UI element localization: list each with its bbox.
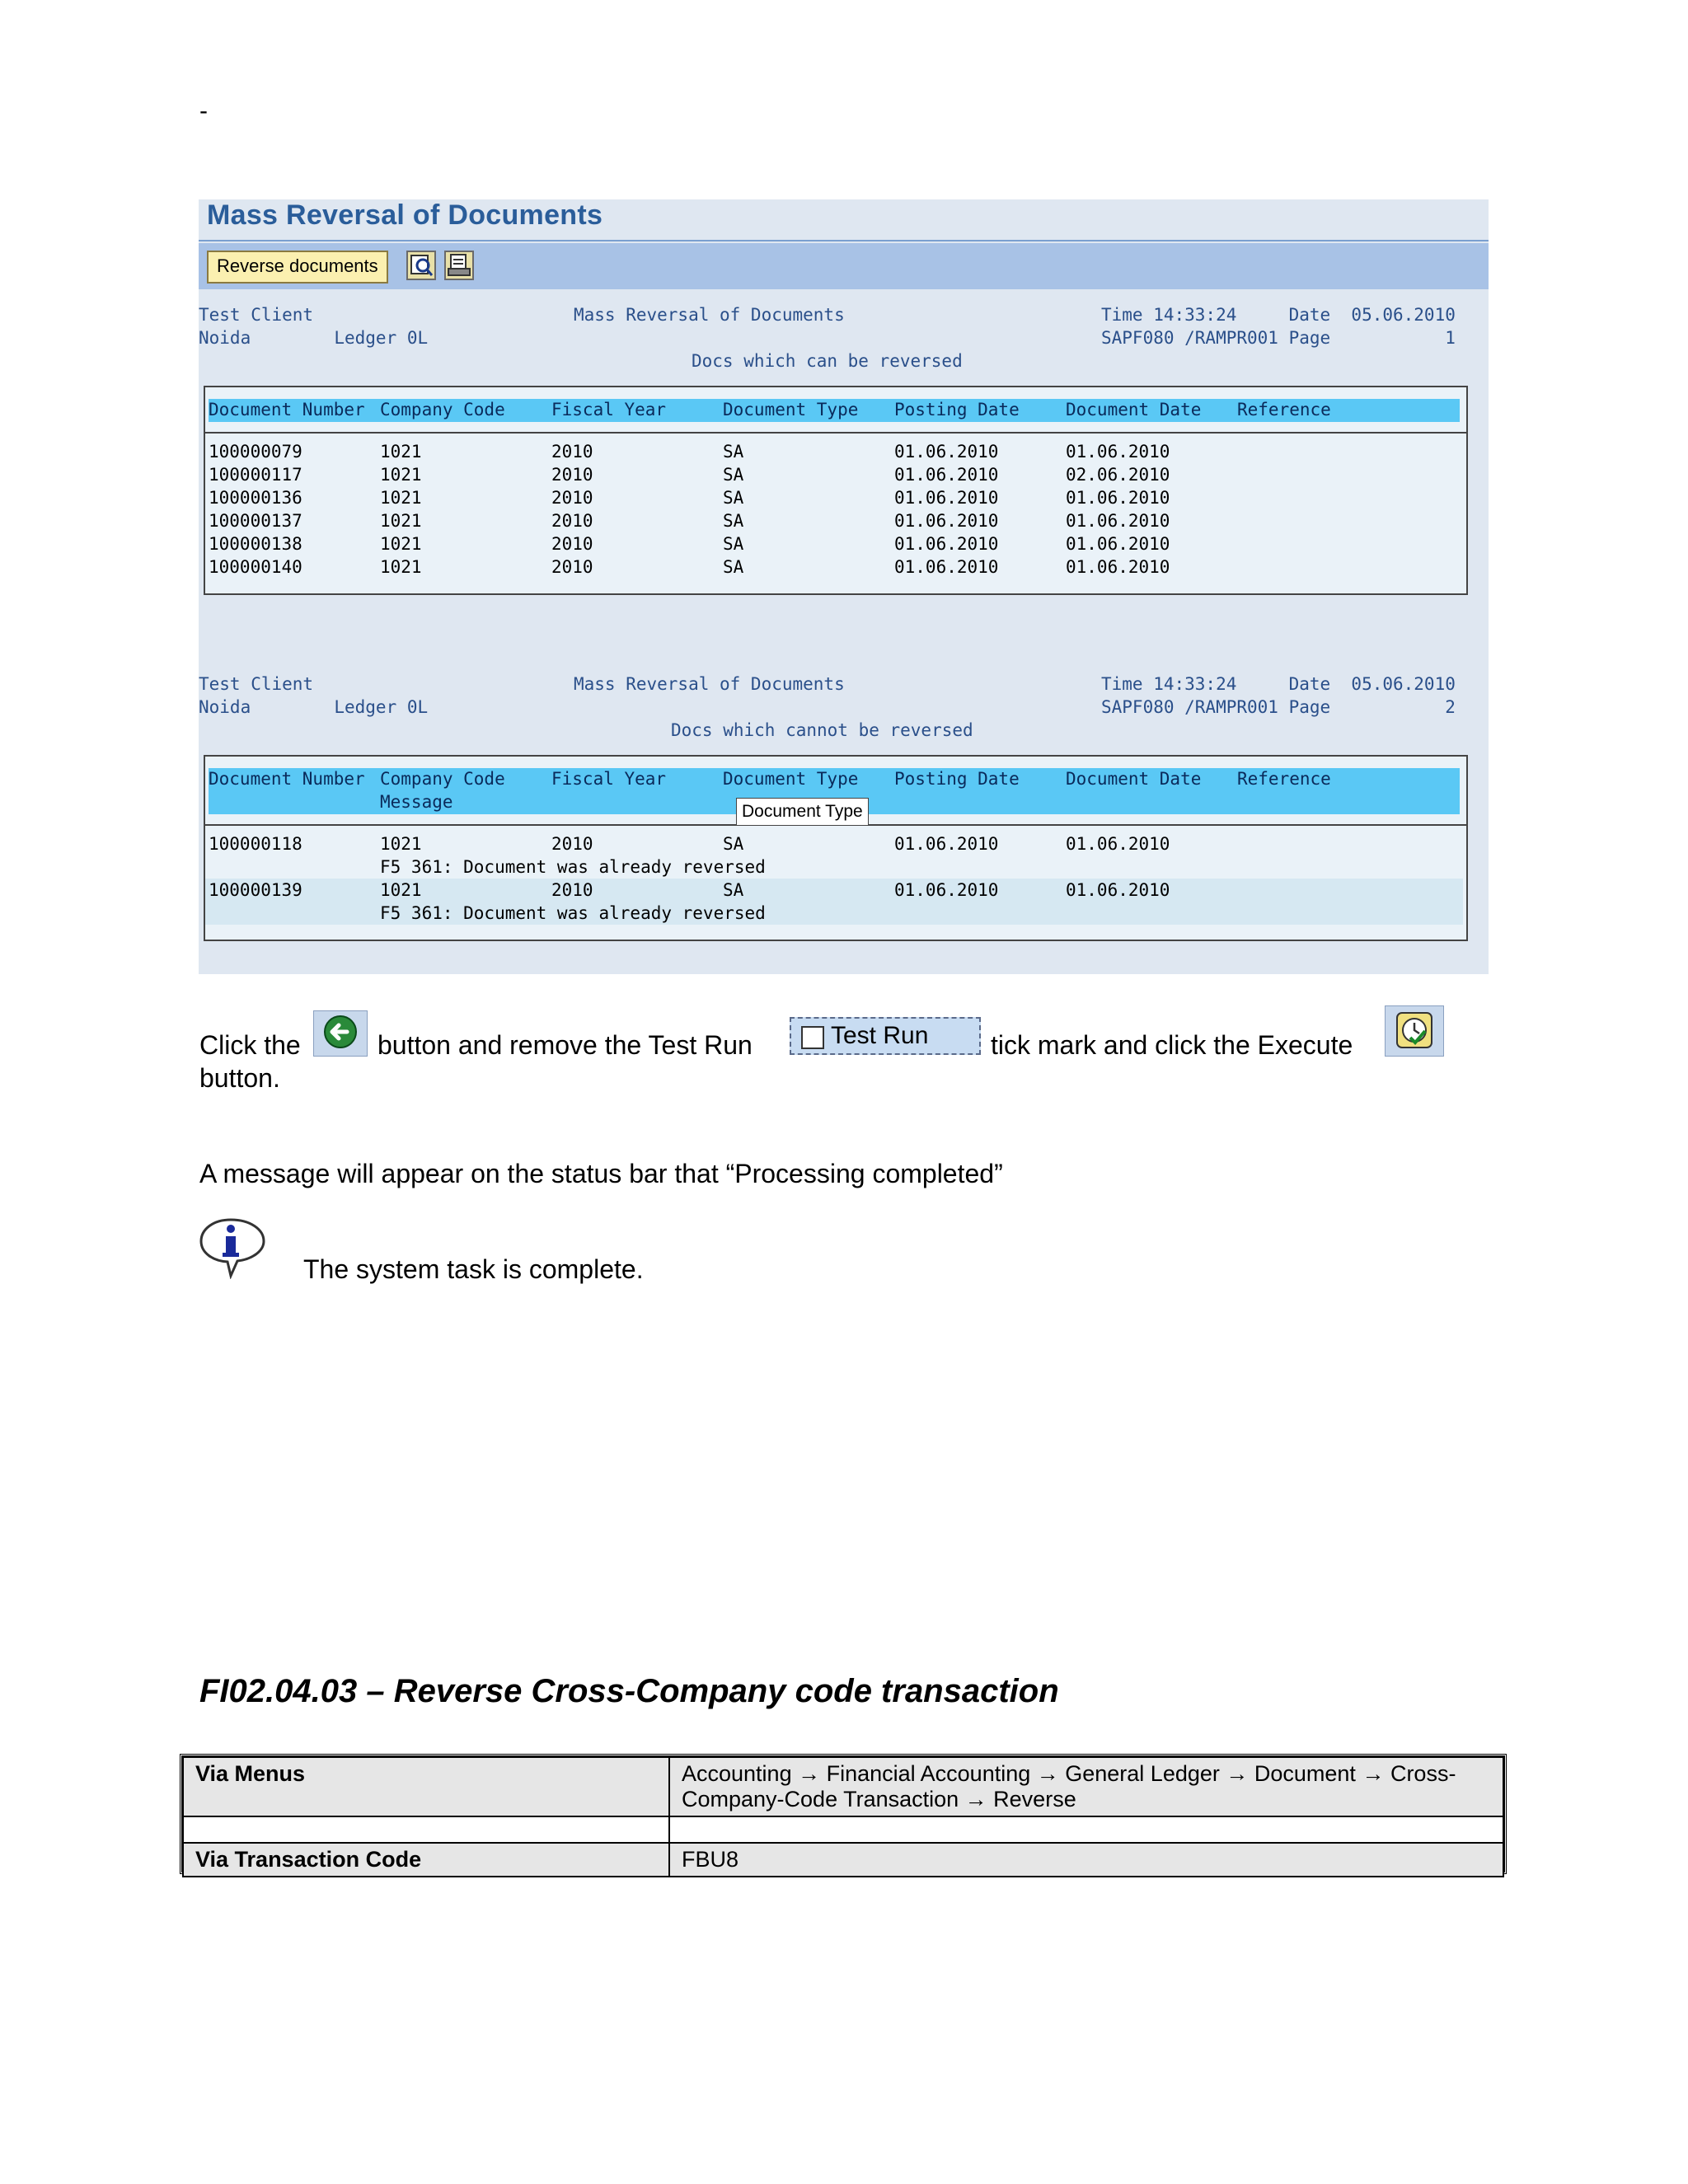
table-cell: 01.06.2010 [894, 880, 999, 900]
table-cell: 1021 [380, 880, 422, 900]
transaction-code-value: FBU8 [669, 1843, 1503, 1877]
report2-time-date: Time 14:33:24 Date 05.06.2010 [1101, 674, 1456, 694]
table-cell: SA [723, 880, 744, 900]
table-cell: 01.06.2010 [894, 511, 999, 531]
info-icon [198, 1216, 267, 1279]
col-reference: Reference [1237, 769, 1331, 789]
table-header [209, 399, 1460, 422]
table-cell: 02.06.2010 [1066, 465, 1170, 485]
report1-subtitle: Docs which can be reversed [692, 351, 963, 371]
report2-title: Mass Reversal of Documents [574, 674, 845, 694]
table-row [183, 1843, 1503, 1877]
table-cell: SA [723, 488, 744, 508]
table-cell: 100000117 [209, 465, 302, 485]
table-cell: 2010 [551, 442, 593, 462]
table-cell: 100000138 [209, 534, 302, 554]
report2-location-ledger: Noida Ledger 0L [199, 697, 429, 717]
display-icon[interactable] [406, 251, 436, 280]
table-cell: SA [723, 834, 744, 854]
table-cell: 1021 [380, 442, 422, 462]
table-cell: 01.06.2010 [1066, 557, 1170, 577]
error-message: F5 361: Document was already reversed [380, 857, 766, 877]
table-cell: SA [723, 534, 744, 554]
table-cell: 1021 [380, 511, 422, 531]
col-company-code: Company Code [380, 769, 505, 789]
table-cell: 100000118 [209, 834, 302, 854]
table-cell: 01.06.2010 [894, 442, 999, 462]
back-arrow-button[interactable] [313, 1010, 368, 1057]
col-document-date: Document Date [1066, 769, 1202, 789]
print-list-icon[interactable] [444, 251, 474, 280]
report2-program-page: SAPF080 /RAMPR001 Page 2 [1101, 697, 1456, 717]
instruction-text-2: button and remove the Test Run [377, 1030, 753, 1060]
table-cell: 01.06.2010 [1066, 488, 1170, 508]
col-document-number: Document Number [209, 400, 365, 419]
status-message-text: A message will appear on the status bar that “Processing completed” [199, 1159, 1003, 1188]
col-document-type: Document Type [723, 400, 859, 419]
execute-icon [1386, 1006, 1443, 1056]
col-posting-date: Posting Date [894, 769, 1020, 789]
table-cell: 01.06.2010 [894, 488, 999, 508]
table-cell: 01.06.2010 [1066, 834, 1170, 854]
empty-cell [669, 1816, 1503, 1843]
application-toolbar [199, 243, 1489, 289]
checkbox-unchecked-icon [801, 1026, 824, 1049]
table-cell: 01.06.2010 [1066, 534, 1170, 554]
table-cell: 2010 [551, 834, 593, 854]
empty-cell [183, 1816, 669, 1843]
table-cell: 01.06.2010 [894, 534, 999, 554]
col-fiscal-year: Fiscal Year [551, 400, 667, 419]
col-fiscal-year: Fiscal Year [551, 769, 667, 789]
report1-time-date: Time 14:33:24 Date 05.06.2010 [1101, 305, 1456, 325]
col-company-code: Company Code [380, 400, 505, 419]
table-cell: 100000139 [209, 880, 302, 900]
table-cell: 01.06.2010 [1066, 880, 1170, 900]
report1-client: Test Client [199, 305, 314, 325]
section-heading: FI02.04.03 – Reverse Cross-Company code transaction [199, 1673, 1059, 1709]
table-cell: 01.06.2010 [894, 465, 999, 485]
non-reversible-docs-table [204, 755, 1468, 941]
report1-title: Mass Reversal of Documents [574, 305, 845, 325]
reverse-documents-button[interactable]: Reverse documents [207, 251, 388, 284]
table-cell: 100000140 [209, 557, 302, 577]
instruction-text-4: button. [199, 1063, 280, 1093]
document-type-tooltip: Document Type [736, 798, 869, 826]
title-divider [199, 240, 1489, 241]
table-cell: 1021 [380, 488, 422, 508]
table-cell: SA [723, 465, 744, 485]
table-cell: 01.06.2010 [894, 557, 999, 577]
table-cell: 01.06.2010 [1066, 442, 1170, 462]
navigation-table [180, 1754, 1507, 1874]
table-cell: 1021 [380, 834, 422, 854]
col-posting-date: Posting Date [894, 400, 1020, 419]
top-mark: - [199, 97, 208, 124]
table-cell: 2010 [551, 880, 593, 900]
report2-subtitle: Docs which cannot be reversed [671, 720, 973, 740]
table-cell: 100000079 [209, 442, 302, 462]
sap-window-title: Mass Reversal of Documents [207, 199, 603, 231]
table-cell: 01.06.2010 [894, 834, 999, 854]
table-cell: SA [723, 557, 744, 577]
table-cell: 1021 [380, 557, 422, 577]
back-icon [314, 1011, 367, 1056]
test-run-checkbox[interactable] [790, 1017, 981, 1055]
instruction-text-1: Click the [199, 1030, 301, 1060]
header-divider [205, 432, 1466, 434]
task-complete-text: The system task is complete. [303, 1254, 644, 1284]
col-document-date: Document Date [1066, 400, 1202, 419]
sap-screenshot [199, 199, 1489, 974]
table-cell: 1021 [380, 465, 422, 485]
report1-location-ledger: Noida Ledger 0L [199, 328, 429, 348]
table-cell: 100000136 [209, 488, 302, 508]
table-cell: 100000137 [209, 511, 302, 531]
table-cell: SA [723, 442, 744, 462]
col-message: Message [380, 792, 453, 812]
menu-label: Via Menus [183, 1757, 669, 1816]
table-row [183, 1757, 1503, 1816]
table-cell: 1021 [380, 534, 422, 554]
transaction-code-label: Via Transaction Code [183, 1843, 669, 1877]
menu-path: Accounting → Financial Accounting → General Ledger → Document → Cross-Company-Code Transaction → Reverse [669, 1757, 1503, 1816]
col-document-type: Document Type [723, 769, 859, 789]
table-cell: 2010 [551, 465, 593, 485]
table-cell: 2010 [551, 534, 593, 554]
report2-client: Test Client [199, 674, 314, 694]
test-run-label: Test Run [831, 1022, 929, 1049]
execute-button[interactable] [1385, 1005, 1444, 1057]
instruction-text-3: tick mark and click the Execute [991, 1030, 1353, 1060]
reversible-docs-table [204, 386, 1468, 595]
col-document-number: Document Number [209, 769, 365, 789]
table-cell: 2010 [551, 488, 593, 508]
table-row [183, 1816, 1503, 1843]
table-cell: 2010 [551, 511, 593, 531]
report1-program-page: SAPF080 /RAMPR001 Page 1 [1101, 328, 1456, 348]
table-cell: 01.06.2010 [1066, 511, 1170, 531]
table-cell: 2010 [551, 557, 593, 577]
table-cell: SA [723, 511, 744, 531]
col-reference: Reference [1237, 400, 1331, 419]
error-message: F5 361: Document was already reversed [380, 903, 766, 923]
